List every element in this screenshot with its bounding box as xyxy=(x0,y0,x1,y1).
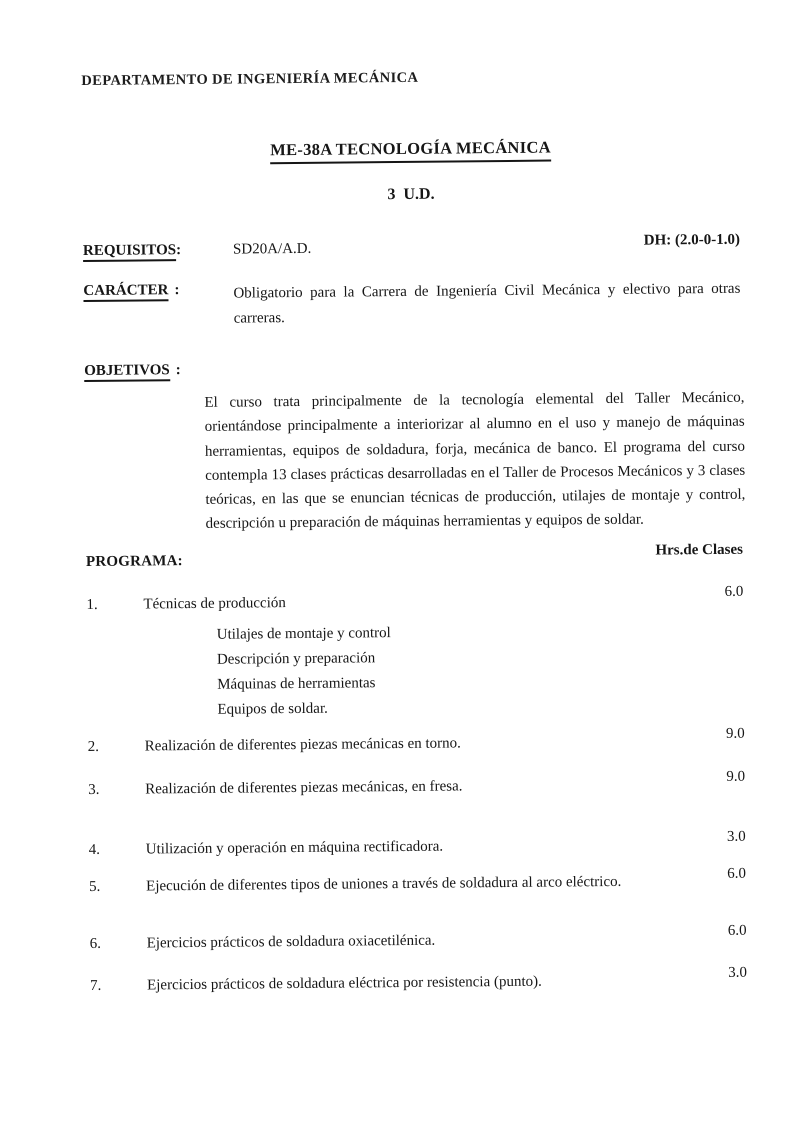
program-item-7 xyxy=(89,964,748,998)
dh-value: DH: (2.0-0-1.0) xyxy=(643,231,741,249)
program-item-2 xyxy=(87,725,745,760)
item-number: 7. xyxy=(89,977,102,994)
item-hours: 9.0 xyxy=(725,725,745,743)
item-text: Realización de diferentes piezas mecánicas, en fresa. xyxy=(145,778,463,798)
subtopic-line: Utilajes de montaje y control xyxy=(216,625,391,644)
program-item-6 xyxy=(89,922,747,957)
item-number: 1. xyxy=(86,596,98,613)
objetivos-label: OBJETIVOS xyxy=(84,362,170,382)
item-hours: 6.0 xyxy=(724,583,744,600)
item-text: Ejercicios prácticos de soldadura oxiacetilénica. xyxy=(146,932,436,952)
item-hours: 6.0 xyxy=(727,922,747,940)
item-hours: 3.0 xyxy=(726,828,746,846)
subtopic-line: Máquinas de herramientas xyxy=(217,675,376,694)
item-text: Utilización y operación en máquina rectificadora. xyxy=(145,838,444,858)
program-item-3 xyxy=(88,768,746,802)
title-block xyxy=(82,136,739,166)
subtopic-line: Equipos de soldar. xyxy=(217,700,328,719)
item-number: 2. xyxy=(87,739,100,756)
program-item-5 xyxy=(89,865,747,899)
requisitos-colon: : xyxy=(176,242,182,259)
item-number: 6. xyxy=(89,936,101,953)
objetivos-label-row xyxy=(84,357,741,380)
programa-header-row xyxy=(85,541,743,570)
item-text: Realización de diferentes piezas mecánicas en torno. xyxy=(144,735,461,755)
caracter-value: Obligatorio para la Carrera de Ingeniería Civil Mecánica y electivo para otras carreras. xyxy=(233,280,741,327)
caracter-colon: : xyxy=(174,282,180,299)
subtopic-line: Descripción y preparación xyxy=(216,650,376,669)
program-item-4 xyxy=(88,828,746,863)
caracter-label-block xyxy=(83,282,233,300)
objetivos-paragraph: El curso trata principalmente de la tecnología elemental del Taller Mecánico, orientándose principalmente a interiorizar al alumno en el uso y manejo de máquinas herramientas, equipos de soldadura, forja, mecánica de banco. El programa del curso contempla 13 clases prácticas desarrolladas en el Taller de Procesos Mecánicos y 3 clases teóricas, en las que se enuncian técnicas de producción, utilajes de montaje y control, descripción u preparación de máquinas herramientas y equipos de soldar. xyxy=(204,389,746,533)
program-item-1 xyxy=(86,583,744,617)
course-credits: 3 U.D. xyxy=(387,185,435,204)
requisitos-value: SD20A/A.D. xyxy=(232,240,312,258)
requisitos-label: REQUISITOS xyxy=(83,242,176,262)
item-hours: 6.0 xyxy=(727,865,747,882)
hours-header: Hrs.de Clases xyxy=(655,541,743,559)
item-number: 4. xyxy=(88,842,101,859)
requisitos-row xyxy=(82,231,741,260)
item-text: Técnicas de producción xyxy=(143,594,286,613)
item-hours: 9.0 xyxy=(726,768,746,785)
item-1-subtopics xyxy=(217,618,745,723)
department-header: DEPARTAMENTO DE INGENIERÍA MECÁNICA xyxy=(81,69,419,90)
item-hours: 3.0 xyxy=(728,964,748,981)
item-number: 3. xyxy=(88,781,100,798)
requisitos-label-block xyxy=(83,242,233,260)
course-title: ME-38A TECNOLOGÍA MECÁNICA xyxy=(270,138,551,165)
objetivos-colon: : xyxy=(175,362,181,379)
item-text: Ejercicios prácticos de soldadura eléctrica por resistencia (punto). xyxy=(146,973,542,994)
item-text: Ejecución de diferentes tipos de uniones a través de soldadura al arco eléctrico. xyxy=(146,873,622,895)
programa-label: PROGRAMA: xyxy=(85,552,183,570)
caracter-row xyxy=(83,277,740,332)
caracter-label: CARÁCTER xyxy=(83,282,168,302)
item-number: 5. xyxy=(89,878,101,895)
